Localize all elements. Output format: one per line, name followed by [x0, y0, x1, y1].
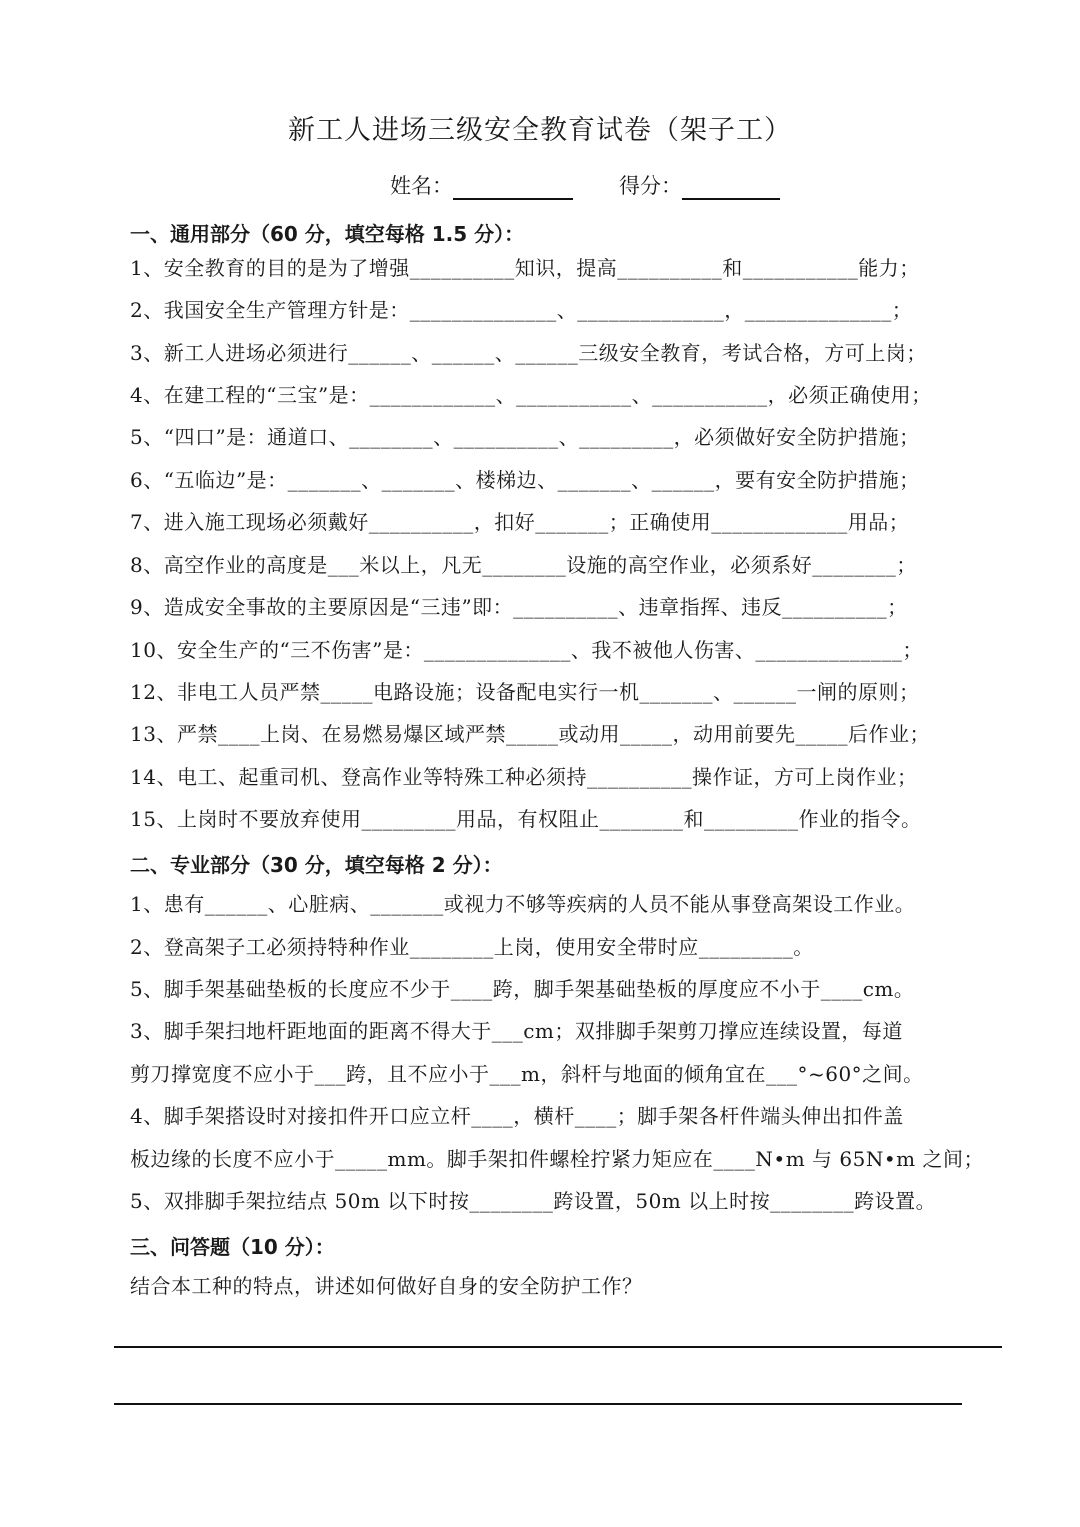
name-blank[interactable] — [453, 176, 573, 200]
page-title: 新工人进场三级安全教育试卷（架子工） — [288, 115, 792, 146]
question-line: 14、电工、起重司机、登高作业等特殊工种必须持__________操作证，方可上岗作业； — [130, 765, 918, 789]
name-score-row — [390, 170, 780, 200]
question-line: 9、造成安全事故的主要原因是“三违”即：__________、违章指挥、违反__________； — [130, 595, 908, 619]
question-line: 板边缘的长度不应小于_____mm。脚手架扣件螺栓拧紧力矩应在____N•m 与 65N•m 之间； — [130, 1147, 984, 1171]
question-line: 15、上岗时不要放弃使用_________用品，有权阻止________和_________作业的指令。 — [130, 807, 922, 831]
answer-line[interactable] — [114, 1346, 1002, 1348]
question-line: 12、非电工人员严禁_____电路设施；设备配电实行一机_______、______一闸的原则； — [130, 680, 920, 704]
section-heading-essay: 三、问答题（10 分）： — [130, 1235, 335, 1259]
question-line: 6、“五临边”是：_______、_______、楼梯边、_______、______，要有安全防护措施； — [130, 468, 920, 492]
essay-question: 结合本工种的特点，讲述如何做好自身的安全防护工作？ — [130, 1274, 643, 1298]
answer-line[interactable] — [114, 1403, 962, 1405]
question-line: 剪刀撑宽度不应小于___跨，且不应小于___m，斜杆与地面的倾角宜在___°~60°之间。 — [130, 1062, 924, 1086]
question-line: 2、我国安全生产管理方针是：______________、______________，______________； — [130, 298, 913, 322]
name-label: 姓名： — [390, 174, 453, 198]
question-line: 5、“四口”是：通道口、________、__________、_________，必须做好安全防护措施； — [130, 425, 920, 449]
question-line: 1、患有______、心脏病、_______或视力不够等疾病的人员不能从事登高架设工作业。 — [130, 892, 916, 916]
question-line: 10、安全生产的“三不伤害”是：______________、我不被他人伤害、______________； — [130, 638, 923, 662]
question-line: 4、脚手架搭设时对接扣件开口应立杆____，横杆____；脚手架各杆件端头伸出扣件盖 — [130, 1104, 904, 1128]
question-line: 7、进入施工现场必须戴好__________，扣好_______；正确使用_____________用品； — [130, 510, 910, 534]
question-line: 2、登高架子工必须持特种作业________上岗，使用安全带时应_________。 — [130, 935, 814, 959]
question-line: 3、脚手架扫地杆距地面的距离不得大于___cm；双排脚手架剪刀撑应连续设置，每道 — [130, 1019, 903, 1043]
question-line: 4、在建工程的“三宝”是：____________、___________、___________，必须正确使用； — [130, 383, 932, 407]
section-heading-professional: 二、专业部分（30 分，填空每格 2 分）： — [130, 853, 503, 877]
question-line: 8、高空作业的高度是___米以上，凡无________设施的高空作业，必须系好________； — [130, 553, 917, 577]
question-line: 3、新工人进场必须进行______、______、______三级安全教育，考试合格，方可上岗； — [130, 341, 927, 365]
question-line: 5、双排脚手架拉结点 50m 以下时按________跨设置，50m 以上时按________跨设置。 — [130, 1189, 937, 1213]
section-heading-general: 一、通用部分（60 分，填空每格 1.5 分）： — [130, 222, 525, 246]
score-blank[interactable] — [682, 176, 780, 200]
question-line: 1、安全教育的目的是为了增强__________知识，提高__________和___________能力； — [130, 256, 920, 280]
question-line: 5、脚手架基础垫板的长度应不少于____跨，脚手架基础垫板的厚度应不小于____cm。 — [130, 977, 915, 1001]
question-line: 13、严禁____上岗、在易燃易爆区域严禁_____或动用_____，动用前要先_____后作业； — [130, 722, 930, 746]
score-label: 得分： — [619, 174, 682, 198]
